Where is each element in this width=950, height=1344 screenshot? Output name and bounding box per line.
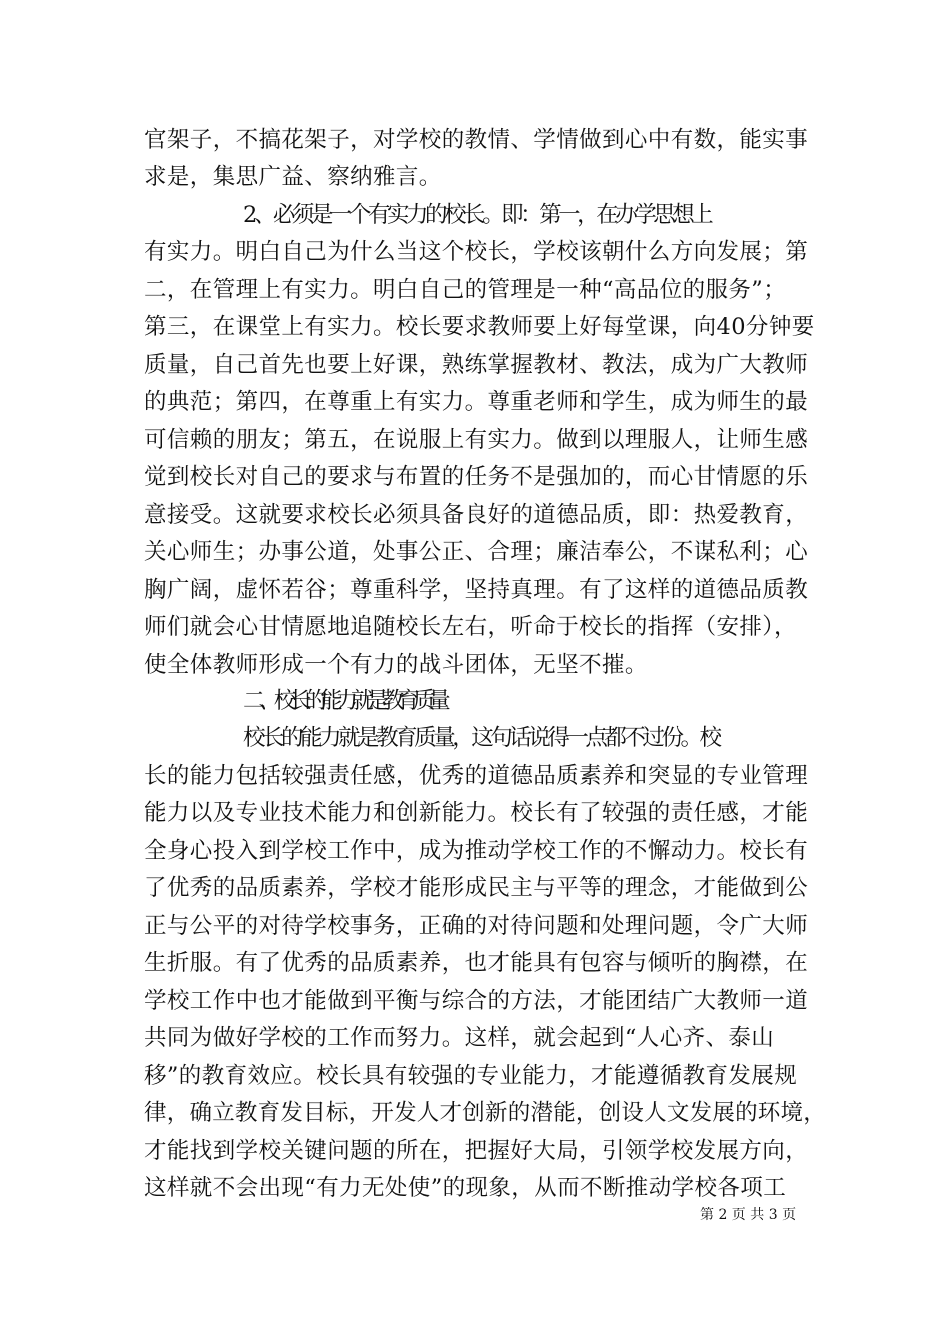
paragraph-start-line: 校长的能力就是教育质量，这句话说得一点都不过份。校	[243, 725, 719, 751]
text-line: 求是，集思广益、察纳雅言。	[144, 164, 442, 190]
text-line: 的典范；第四，在尊重上有实力。尊重老师和学生，成为师生的最	[144, 389, 809, 415]
text-line: 共同为做好学校的工作而努力。这样，就会起到“人心齐、泰山	[144, 1025, 775, 1051]
text-line: 官架子，不搞花架子，对学校的教情、学情做到心中有数，能实事	[144, 127, 809, 153]
page-number-footer: 第 2 页 共 3 页	[700, 1207, 797, 1223]
text-line: 律，确立教育发目标，开发人才创新的潜能，创设人文发展的环境，	[144, 1100, 827, 1126]
text-line: 正与公平的对待学校事务，正确的对待问题和处理问题，令广大师	[144, 913, 809, 939]
text-line: 觉到校长对自己的要求与布置的任务不是强加的，而心甘情愿的乐	[144, 464, 809, 490]
text-line: 意接受。这就要求校长必须具备良好的道德品质，即：热爱教育，	[144, 502, 809, 528]
text-line: 生折服。有了优秀的品质素养，也才能具有包容与倾听的胸襟，在	[144, 950, 809, 976]
text-line: 学校工作中也才能做到平衡与综合的方法，才能团结广大教师一道	[144, 988, 809, 1014]
text-line: 移”的教育效应。校长具有较强的专业能力，才能遵循教育发展规	[144, 1063, 798, 1089]
text-line: 全身心投入到学校工作中，成为推动学校工作的不懈动力。校长有	[144, 838, 809, 864]
text-line: 使全体教师形成一个有力的战斗团体，无坚不摧。	[144, 652, 648, 678]
text-line: 这样就不会出现“有力无处使”的现象，从而不断推动学校各项工	[144, 1175, 787, 1201]
text-line: 第三，在课堂上有实力。校长要求教师要上好每堂课，向40分钟要	[144, 314, 815, 340]
text-line: 质量，自己首先也要上好课，熟练掌握教材、教法，成为广大教师	[144, 352, 809, 378]
text-line: 了优秀的品质素养，学校才能形成民主与平等的理念，才能做到公	[144, 875, 809, 901]
text-line: 关心师生；办事公道，处事公正、合理；廉洁奉公，不谋私利；心	[144, 539, 809, 565]
text-line: 胸广阔，虚怀若谷；尊重科学，坚持真理。有了这样的道德品质教	[144, 577, 809, 603]
text-line: 能力以及专业技术能力和创新能力。校长有了较强的责任感，才能	[144, 800, 809, 826]
text-line: 有实力。明白自己为什么当这个校长，学校该朝什么方向发展；第	[144, 239, 809, 265]
paragraph-start-line: 2、必须是一个有实力的校长。即：第一，在办学思想上	[243, 202, 711, 228]
text-line: 才能找到学校关键问题的所在，把握好大局，引领学校发展方向，	[144, 1138, 809, 1164]
text-line: 可信赖的朋友；第五，在说服上有实力。做到以理服人，让师生感	[144, 427, 809, 453]
section-heading: 二、校长的能力就是教育质量	[243, 688, 444, 714]
text-line: 长的能力包括较强责任感，优秀的道德品质素养和突显的专业管理	[144, 763, 809, 789]
text-line: 二，在管理上有实力。明白自己的管理是一种“高品位的服务”；	[144, 277, 787, 303]
text-line: 师们就会心甘情愿地追随校长左右，听命于校长的指挥（安排），	[144, 614, 797, 640]
